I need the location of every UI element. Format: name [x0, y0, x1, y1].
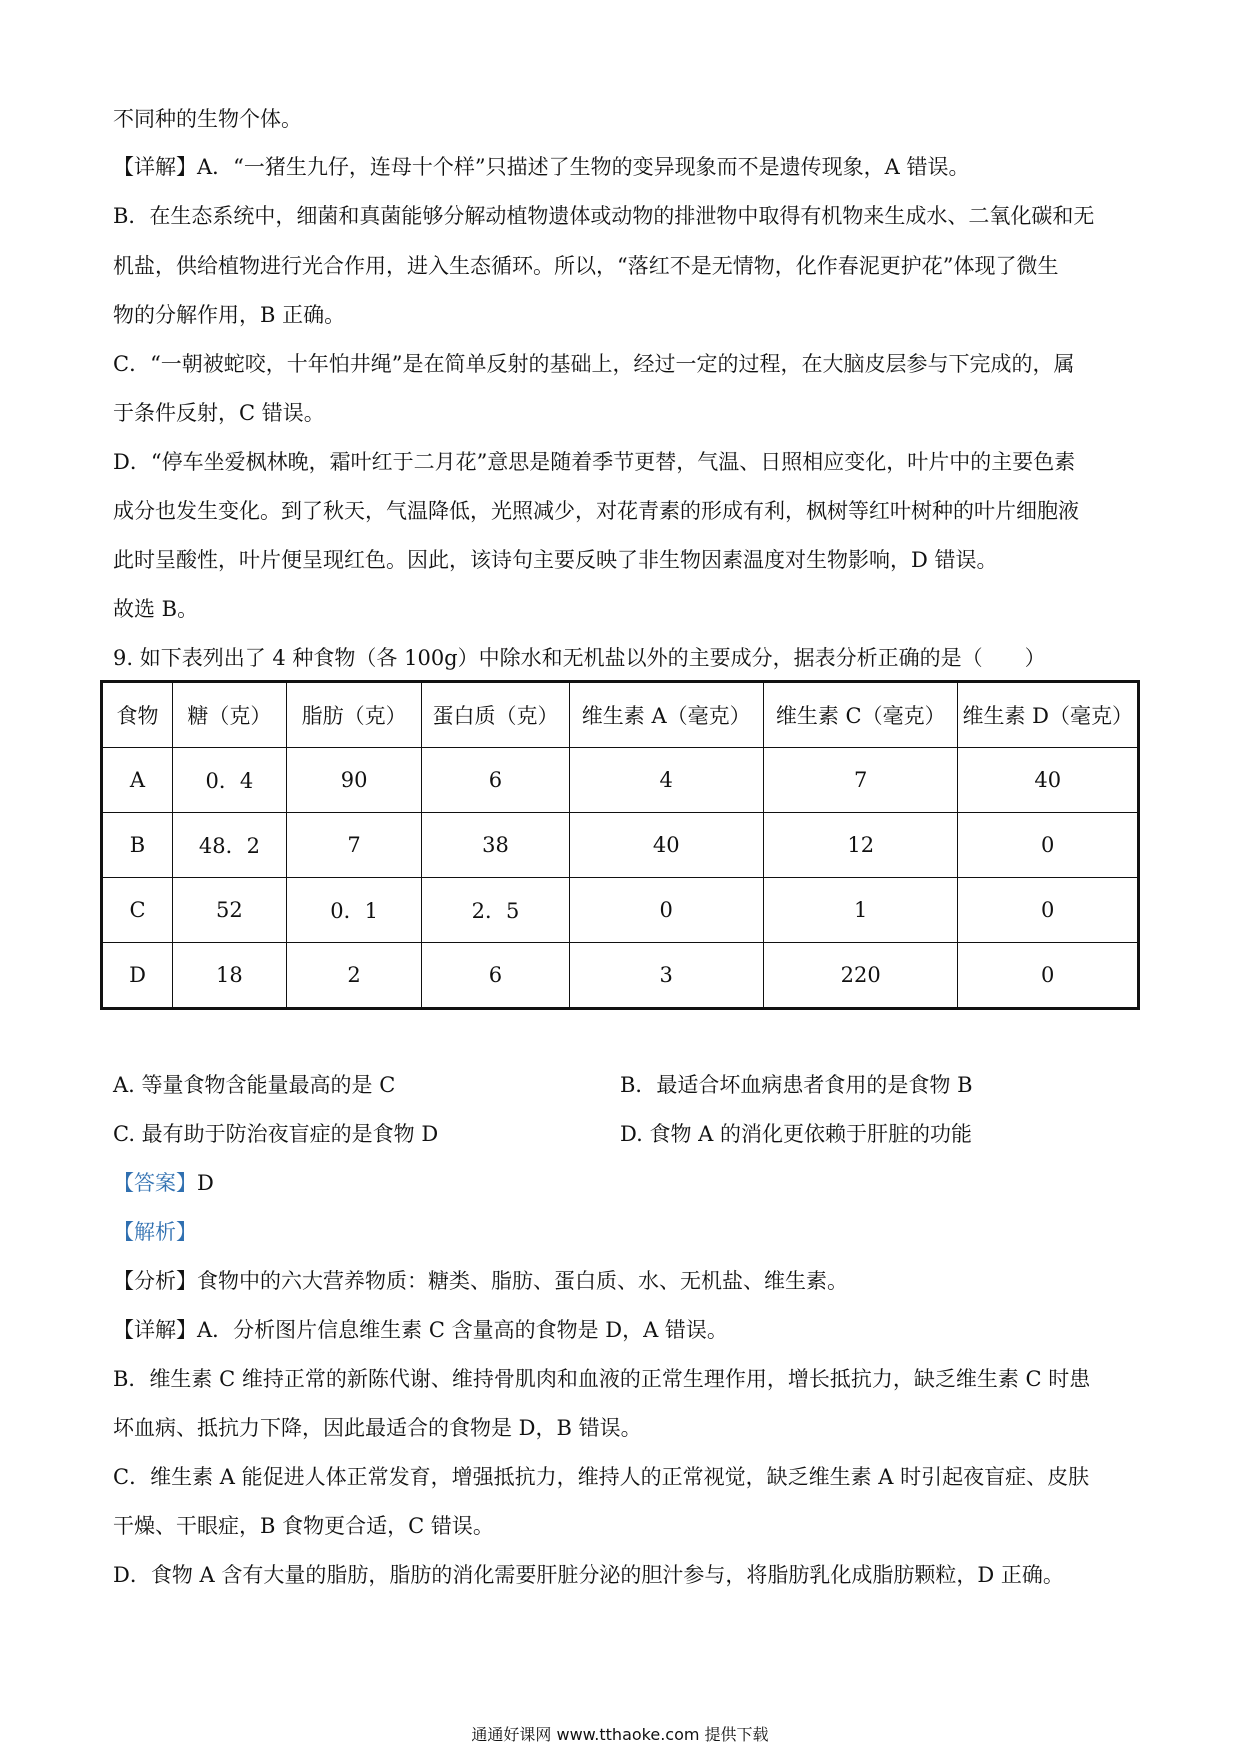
option-d: D. 食物 A 的消化更依赖于肝脏的功能 — [620, 1122, 972, 1146]
table-header-cell: 蛋白质（克） — [422, 682, 569, 748]
text-line: D．“停车坐爱枫林晚，霜叶红于二月花”意思是随着季节更替，气温、日照相应变化，叶片中的主要色素 — [113, 450, 1076, 474]
table-cell: 90 — [286, 748, 422, 813]
table-cell: 6 — [422, 748, 569, 813]
table-cell: 2．5 — [422, 878, 569, 943]
table-header-cell: 维生素 D（毫克） — [958, 682, 1139, 748]
answer-label: 【答案】 — [113, 1171, 197, 1195]
table-cell: 52 — [173, 878, 287, 943]
table-cell: 0 — [958, 878, 1139, 943]
table-row — [102, 813, 1139, 878]
text-line: B．维生素 C 维持正常的新陈代谢、维持骨肌肉和血液的正常生理作用，增长抵抗力，缺乏维生素 C 时患 — [113, 1367, 1091, 1391]
table-row — [102, 943, 1139, 1009]
text-line: 【详解】A．分析图片信息维生素 C 含量高的食物是 D，A 错误。 — [113, 1318, 728, 1342]
text-line: 【分析】食物中的六大营养物质：糖类、脂肪、蛋白质、水、无机盐、维生素。 — [113, 1269, 848, 1293]
table-cell: 18 — [173, 943, 287, 1009]
table-header-row — [102, 682, 1139, 748]
table-row — [102, 878, 1139, 943]
table-cell: 40 — [569, 813, 763, 878]
text-line: 坏血病、抵抗力下降，因此最适合的食物是 D，B 错误。 — [113, 1416, 642, 1440]
answer-line — [113, 1168, 1133, 1198]
text-line: 干燥、干眼症，B 食物更合适，C 错误。 — [113, 1514, 494, 1538]
table-cell: 220 — [763, 943, 958, 1009]
text-line: 故选 B。 — [113, 597, 199, 621]
table-cell: 48．2 — [173, 813, 287, 878]
table-cell: 0 — [569, 878, 763, 943]
table-cell: 38 — [422, 813, 569, 878]
table-cell: D — [102, 943, 173, 1009]
table-header-cell: 糖（克） — [173, 682, 287, 748]
question-9-stem: 9. 如下表列出了 4 种食物（各 100g）中除水和无机盐以外的主要成分，据表分析正确的是（ ） — [113, 646, 1046, 670]
analysis-label: 【解析】 — [113, 1220, 197, 1244]
table-cell: C — [102, 878, 173, 943]
table-cell: A — [102, 748, 173, 813]
table-cell: 7 — [763, 748, 958, 813]
text-line: 此时呈酸性，叶片便呈现红色。因此，该诗句主要反映了非生物因素温度对生物影响，D 错误。 — [113, 548, 998, 572]
text-line: C．维生素 A 能促进人体正常发育，增强抵抗力，维持人的正常视觉，缺乏维生素 A 时引起夜盲症、皮肤 — [113, 1465, 1090, 1489]
option-a: A. 等量食物含能量最高的是 C — [113, 1073, 396, 1097]
text-line: 不同种的生物个体。 — [113, 107, 302, 131]
text-line: 于条件反射，C 错误。 — [113, 401, 325, 425]
table-cell: 12 — [763, 813, 958, 878]
nutrition-table — [100, 680, 1140, 1010]
text-line: B．在生态系统中，细菌和真菌能够分解动植物遗体或动物的排泄物中取得有机物来生成水、二氧化碳和无 — [113, 204, 1095, 228]
table-header-cell: 脂肪（克） — [286, 682, 422, 748]
table-header-cell: 维生素 C（毫克） — [763, 682, 958, 748]
table-row — [102, 748, 1139, 813]
answer-value: D — [197, 1171, 214, 1195]
table-cell: 0．1 — [286, 878, 422, 943]
table-cell: 3 — [569, 943, 763, 1009]
page-footer: 通通好课网 www.tthaoke.com 提供下载 — [471, 1725, 769, 1744]
table-cell: 0 — [958, 813, 1139, 878]
table-header-cell: 维生素 A（毫克） — [569, 682, 763, 748]
option-c: C. 最有助于防治夜盲症的是食物 D — [113, 1122, 439, 1146]
table-cell: 0．4 — [173, 748, 287, 813]
table-cell: 4 — [569, 748, 763, 813]
table-cell: 6 — [422, 943, 569, 1009]
text-line: 物的分解作用，B 正确。 — [113, 303, 346, 327]
table-header-cell: 食物 — [102, 682, 173, 748]
text-line: 机盐，供给植物进行光合作用，进入生态循环。所以，“落红不是无情物，化作春泥更护花”体现了微生 — [113, 254, 1059, 278]
option-b: B．最适合坏血病患者食用的是食物 B — [620, 1073, 973, 1097]
table-cell: 2 — [286, 943, 422, 1009]
text-line: 【详解】A．“一猪生九仔，连母十个样”只描述了生物的变异现象而不是遗传现象，A 错误。 — [113, 155, 970, 179]
table-cell: 0 — [958, 943, 1139, 1009]
table-cell: 40 — [958, 748, 1139, 813]
text-line: C．“一朝被蛇咬，十年怕井绳”是在简单反射的基础上，经过一定的过程，在大脑皮层参与下完成的，属 — [113, 352, 1075, 376]
table-cell: 1 — [763, 878, 958, 943]
text-line: D．食物 A 含有大量的脂肪，脂肪的消化需要肝脏分泌的胆汁参与，将脂肪乳化成脂肪颗粒，D 正确。 — [113, 1563, 1064, 1587]
table-cell: 7 — [286, 813, 422, 878]
table-cell: B — [102, 813, 173, 878]
text-line: 成分也发生变化。到了秋天，气温降低，光照减少，对花青素的形成有利，枫树等红叶树种的叶片细胞液 — [113, 499, 1079, 523]
